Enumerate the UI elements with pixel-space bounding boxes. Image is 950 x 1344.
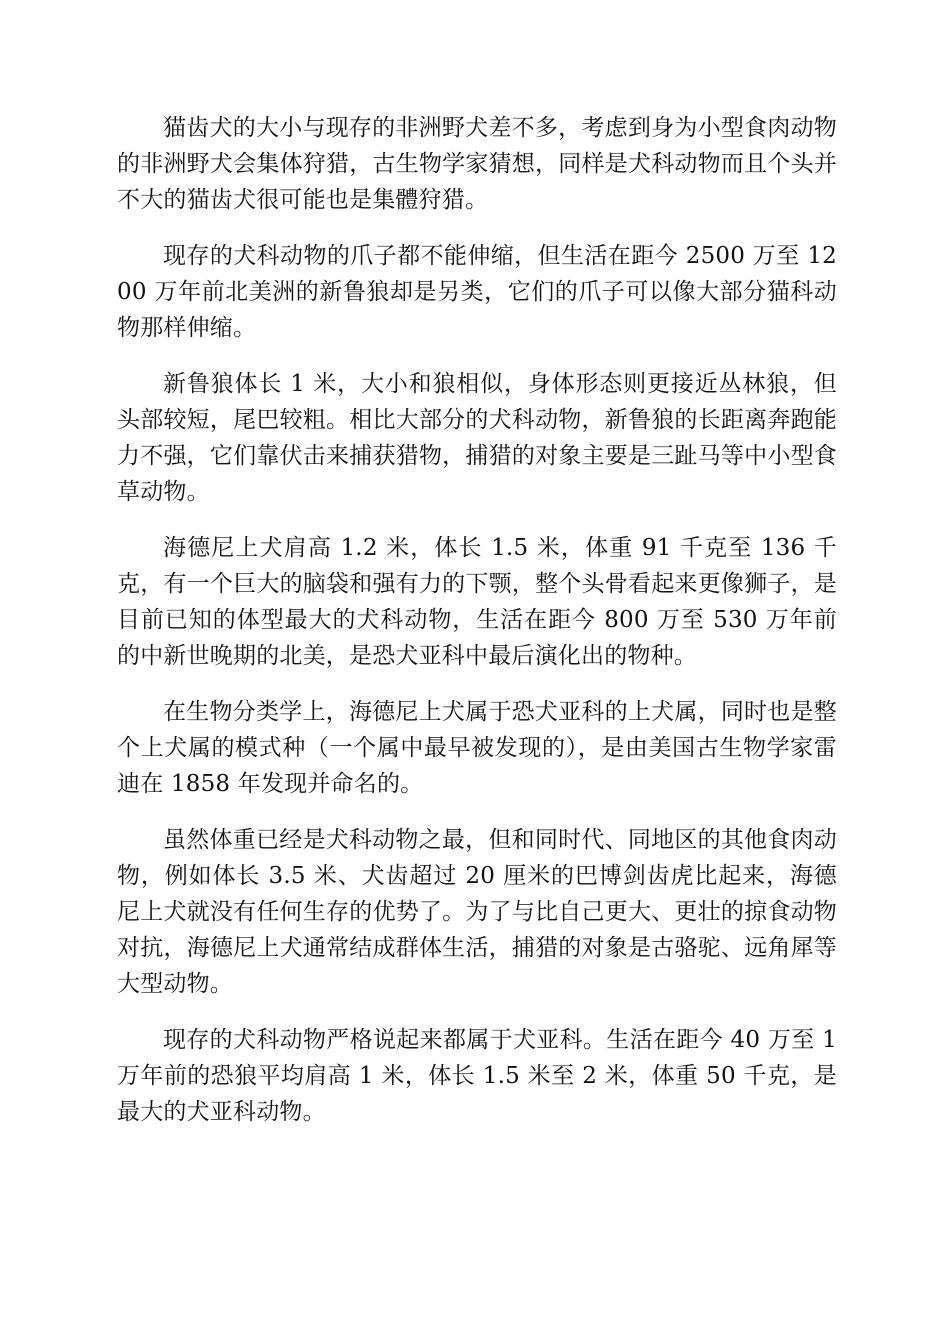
paragraph-7: 现存的犬科动物严格说起来都属于犬亚科。生活在距今 40 万至 1 万年前的恐狼平均肩高 1 米，体长 1.5 米至 2 米，体重 50 千克，是最大的犬亚科动物。: [117, 1027, 837, 1125]
paragraph-5: 在生物分类学上，海德尼上犬属于恐犬亚科的上犬属，同时也是整个上犬属的模式种（一个属中最早被发现的），是由美国古生物学家雷迪在 1858 年发现并命名的。: [117, 699, 837, 797]
paragraph-1: 猫齿犬的大小与现存的非洲野犬差不多，考虑到身为小型食肉动物的非洲野犬会集体狩猎，古生物学家猜想，同样是犬科动物而且个头并不大的猫齿犬很可能也是集體狩猎。: [117, 115, 837, 213]
paragraph-4: 海德尼上犬肩高 1.2 米，体长 1.5 米，体重 91 千克至 136 千克，有一个巨大的脑袋和强有力的下颚，整个头骨看起来更像狮子，是目前已知的体型最大的犬科动物，生活在距今 800 万至 530 万年前的中新世晚期的北美，是恐犬亚科中最后演化出的物种。: [117, 535, 837, 669]
paragraph-2: 现存的犬科动物的爪子都不能伸缩，但生活在距今 2500 万至 1200 万年前北美洲的新鲁狼却是另类，它们的爪子可以像大部分猫科动物那样伸缩。: [117, 243, 837, 341]
paragraph-6: 虽然体重已经是犬科动物之最，但和同时代、同地区的其他食肉动物，例如体长 3.5 米、犬齿超过 20 厘米的巴博剑齿虎比起来，海德尼上犬就没有任何生存的优势了。为了与比自己更大、更壮的掠食动物对抗，海德尼上犬通常结成群体生活，捕猎的对象是古骆驼、远角犀等大型动物。: [117, 827, 837, 997]
document-body: [117, 110, 837, 1150]
paragraph-3: 新鲁狼体长 1 米，大小和狼相似，身体形态则更接近丛林狼，但头部较短，尾巴较粗。相比大部分的犬科动物，新鲁狼的长距离奔跑能力不强，它们靠伏击来捕获猎物，捕猎的对象主要是三趾马等中小型食草动物。: [117, 371, 837, 505]
